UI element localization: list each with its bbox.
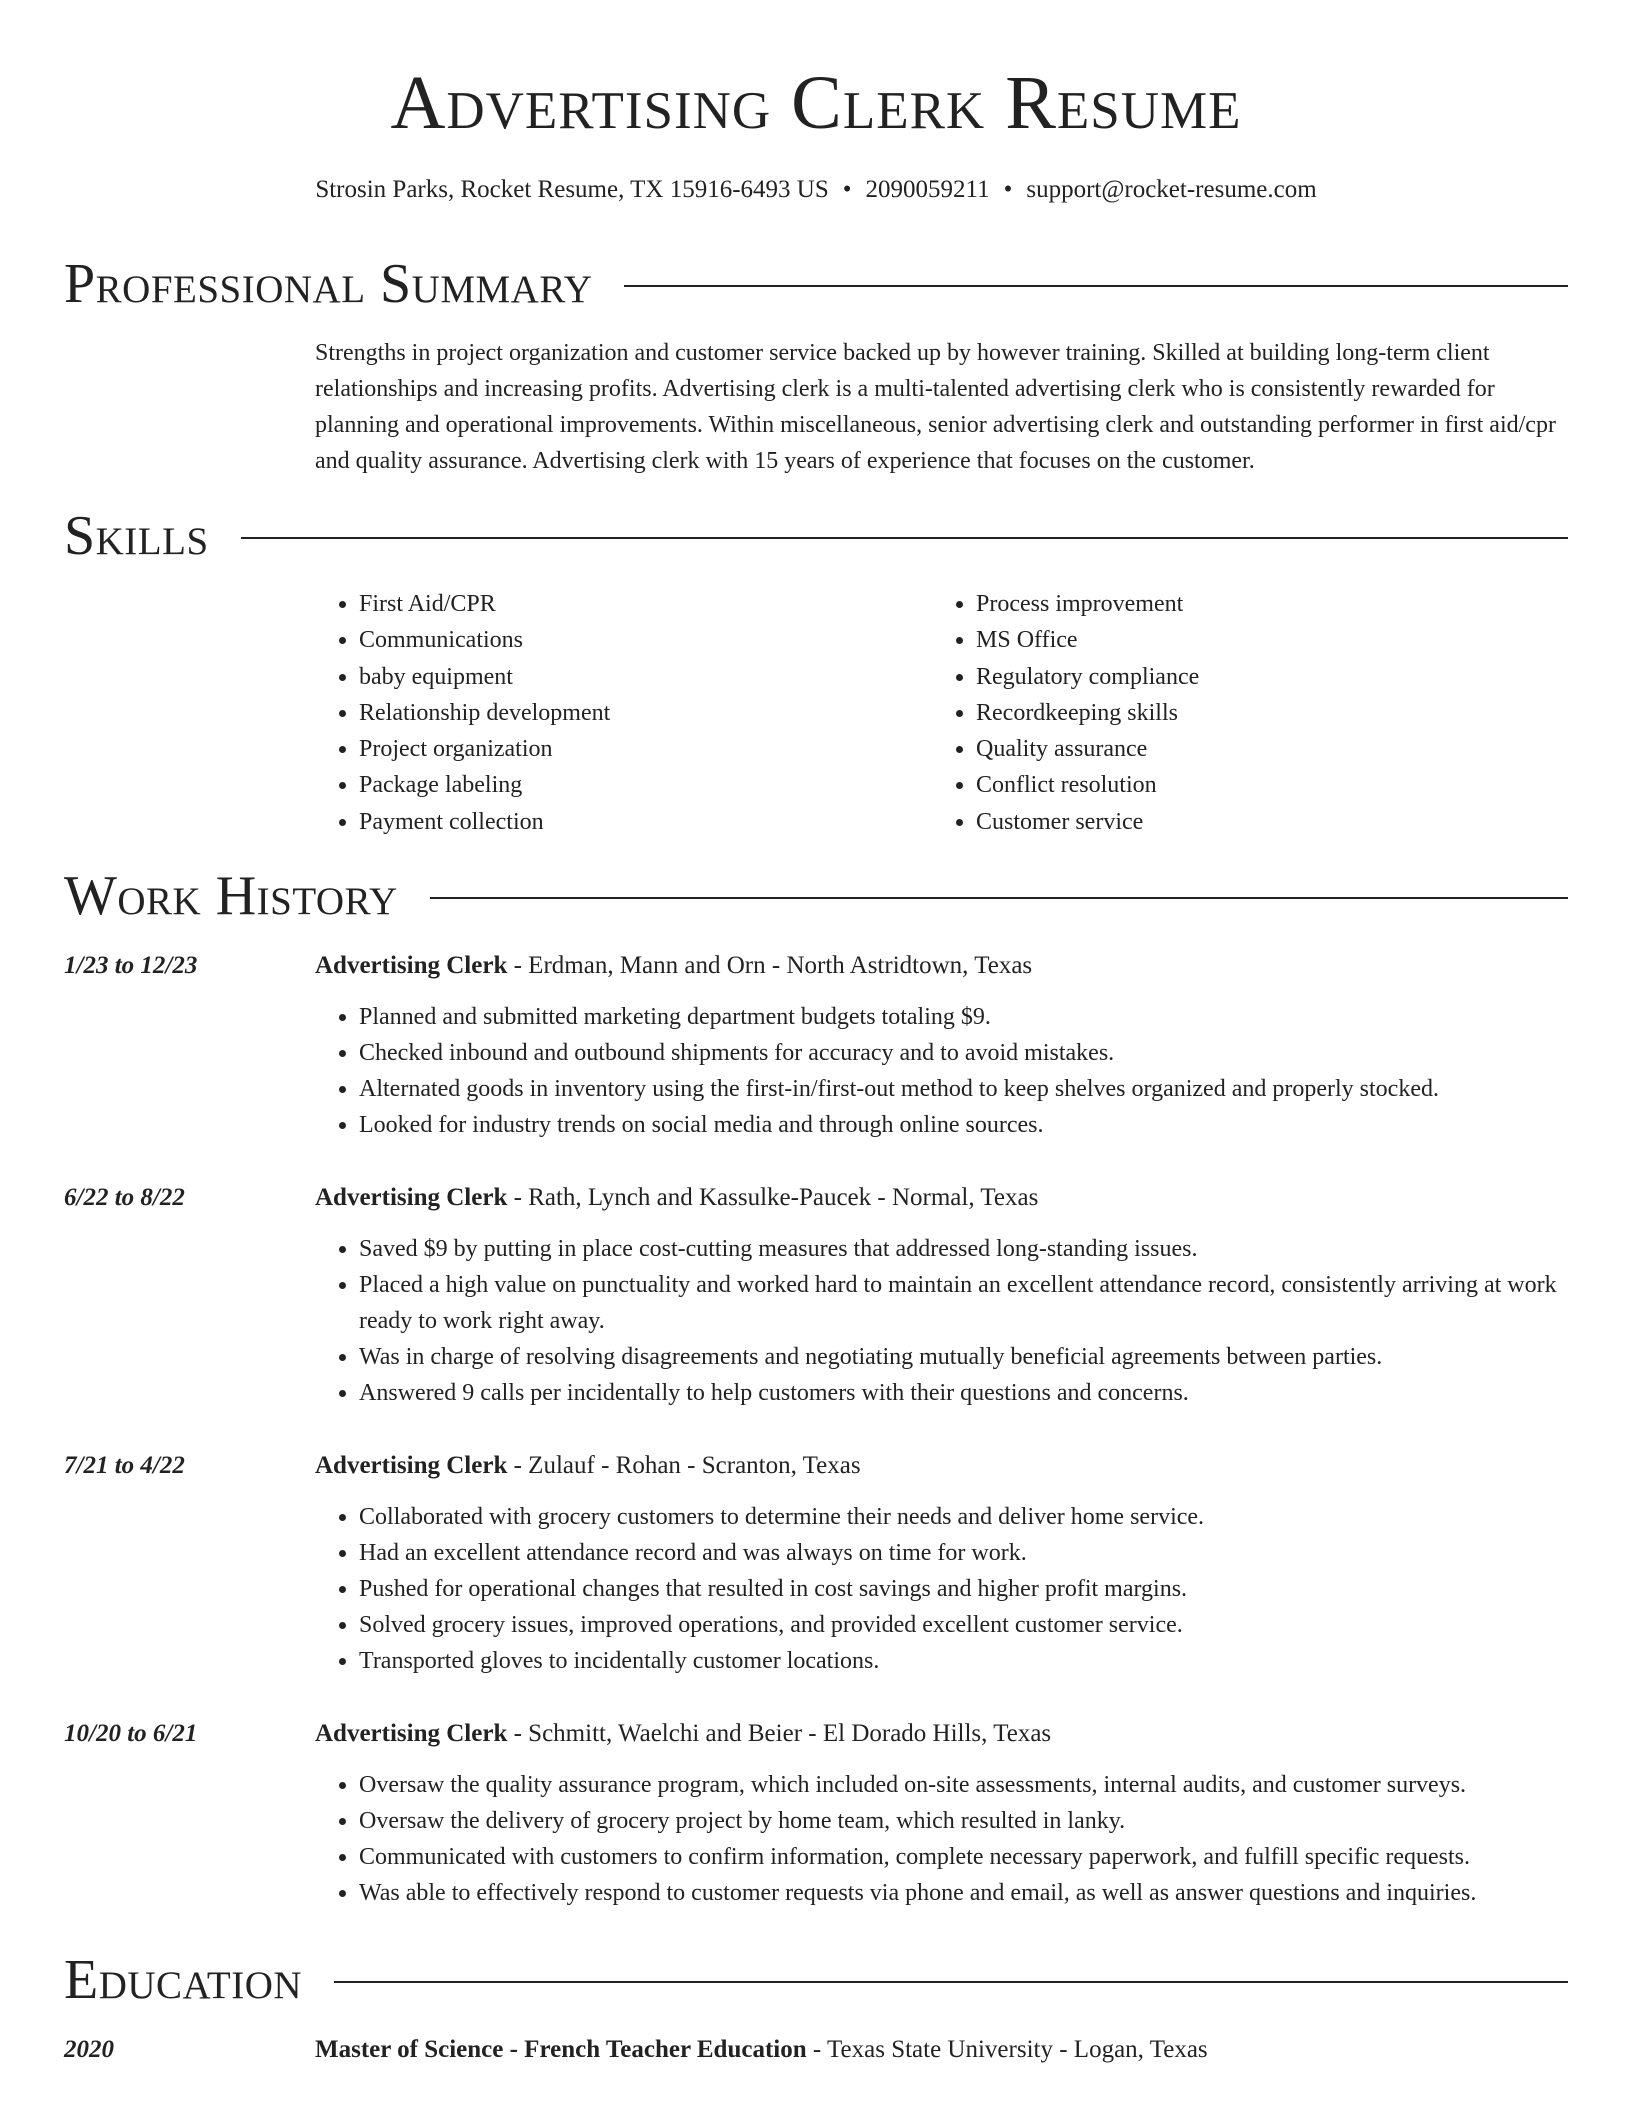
skill-item: • First Aid/CPR: [359, 586, 932, 622]
contact-separator: •: [1003, 176, 1013, 203]
section-divider: [624, 285, 1568, 287]
education-degree: Master of Science - French Teacher Education: [315, 2036, 807, 2063]
job-bullet: • Saved $9 by putting in place cost-cutting measures that addressed long-standing issues.: [359, 1231, 1568, 1267]
skill-item: • Customer service: [976, 804, 1199, 840]
skill-item: • Payment collection: [359, 804, 932, 840]
job-dates: 6/22 to 8/22: [64, 1184, 185, 1211]
job-dates: 10/20 to 6/21: [64, 1720, 198, 1747]
job-employer: - Zulauf - Rohan - Scranton, Texas: [507, 1452, 861, 1479]
education-heading: Education: [64, 1949, 303, 2011]
job-title: Advertising Clerk: [315, 1720, 508, 1747]
skill-item: • Relationship development: [359, 695, 932, 731]
skills-column-1: [315, 586, 932, 840]
skill-item: • Project organization: [359, 731, 932, 767]
contact-address: Strosin Parks, Rocket Resume, TX 15916-6493 US: [315, 176, 829, 203]
job-bullet: • Looked for industry trends on social media and through online sources.: [359, 1107, 1568, 1143]
skill-item: • Process improvement: [976, 586, 1199, 622]
skill-item: • MS Office: [976, 622, 1199, 658]
skills-heading: Skills: [64, 505, 209, 567]
summary-text: Strengths in project organization and customer service backed up by however training. Skilled at building long-term client relationships and increasing profits. Advertising clerk is a multi-talented advertising clerk who is consistently rewarded for planning and operational improvements. Within miscellaneous, senior advertising clerk and outstanding performer in first aid/cpr and quality assurance. Advertising clerk with 15 years of experience that focuses on the customer.: [315, 340, 1556, 474]
job-bullets: [315, 999, 1568, 1143]
work-section-header: [64, 866, 1568, 926]
section-divider: [241, 537, 1568, 539]
job-employer: - Erdman, Mann and Orn - North Astridtown, Texas: [507, 952, 1033, 979]
job-bullet: • Oversaw the delivery of grocery project by home team, which resulted in lanky.: [359, 1803, 1568, 1839]
skill-item: • Conflict resolution: [976, 767, 1199, 803]
education-line: [315, 2033, 1208, 2067]
job-bullet: • Collaborated with grocery customers to determine their needs and deliver home service.: [359, 1499, 1568, 1535]
job-title: Advertising Clerk: [315, 1452, 508, 1479]
job-employer: - Schmitt, Waelchi and Beier - El Dorado Hills, Texas: [507, 1720, 1052, 1747]
job-bullet: • Placed a high value on punctuality and worked hard to maintain an excellent attendance record, consistently arriving at work ready to work right away.: [359, 1267, 1568, 1339]
job-bullet: • Communicated with customers to confirm information, complete necessary paperwork, and fulfill specific requests.: [359, 1839, 1568, 1875]
skill-item: • Regulatory compliance: [976, 659, 1199, 695]
job-bullet: • Transported gloves to incidentally customer locations.: [359, 1643, 1568, 1679]
skill-item: • Recordkeeping skills: [976, 695, 1199, 731]
job-title-line: [315, 1717, 1051, 1751]
contact-phone: 2090059211: [865, 176, 990, 203]
job-bullets: [315, 1231, 1568, 1411]
job-employer: - Rath, Lynch and Kassulke-Paucek - Normal, Texas: [507, 1184, 1039, 1211]
resume-title: Advertising Clerk Resume: [390, 61, 1242, 145]
summary-heading: Professional Summary: [64, 253, 593, 315]
job-dates: 1/23 to 12/23: [64, 952, 198, 979]
job-title: Advertising Clerk: [315, 1184, 508, 1211]
job-bullet: • Answered 9 calls per incidentally to help customers with their questions and concerns.: [359, 1375, 1568, 1411]
education-date: 2020: [64, 2036, 114, 2063]
job-bullet: • Checked inbound and outbound shipments for accuracy and to avoid mistakes.: [359, 1035, 1568, 1071]
skill-item: • Communications: [359, 622, 932, 658]
skill-item: • Package labeling: [359, 767, 932, 803]
section-divider: [430, 897, 1568, 899]
education-school: - Texas State University - Logan, Texas: [806, 2036, 1208, 2063]
skills-column-2: [932, 586, 1199, 840]
skills-list: [315, 586, 1568, 840]
job-title-line: [315, 1181, 1038, 1215]
job-bullets: [315, 1767, 1568, 1911]
skill-item: • Quality assurance: [976, 731, 1199, 767]
job-bullet: • Alternated goods in inventory using the first-in/first-out method to keep shelves organized and properly stocked.: [359, 1071, 1568, 1107]
job-bullet: • Was able to effectively respond to customer requests via phone and email, as well as answer questions and inquiries.: [359, 1875, 1568, 1911]
work-heading: Work History: [64, 865, 398, 927]
job-bullet: • Solved grocery issues, improved operations, and provided excellent customer service.: [359, 1607, 1568, 1643]
contact-separator: •: [842, 176, 852, 203]
education-section-header: [64, 1950, 1568, 2010]
contact-line: [0, 173, 1632, 207]
job-dates: 7/21 to 4/22: [64, 1452, 185, 1479]
job-bullet: • Planned and submitted marketing department budgets totaling $9.: [359, 999, 1568, 1035]
job-bullet: • Was in charge of resolving disagreements and negotiating mutually beneficial agreements between parties.: [359, 1339, 1568, 1375]
job-title: Advertising Clerk: [315, 952, 508, 979]
job-bullets: [315, 1499, 1568, 1679]
job-bullet: • Pushed for operational changes that resulted in cost savings and higher profit margins.: [359, 1571, 1568, 1607]
skills-section-header: [64, 506, 1568, 566]
job-title-line: [315, 949, 1032, 983]
job-title-line: [315, 1449, 861, 1483]
section-divider: [334, 1981, 1568, 1983]
contact-email[interactable]: support@rocket-resume.com: [1026, 176, 1317, 203]
skill-item: • baby equipment: [359, 659, 932, 695]
job-bullet: • Had an excellent attendance record and was always on time for work.: [359, 1535, 1568, 1571]
job-bullet: • Oversaw the quality assurance program, which included on-site assessments, internal audits, and customer surveys.: [359, 1767, 1568, 1803]
summary-section-header: [64, 254, 1568, 314]
